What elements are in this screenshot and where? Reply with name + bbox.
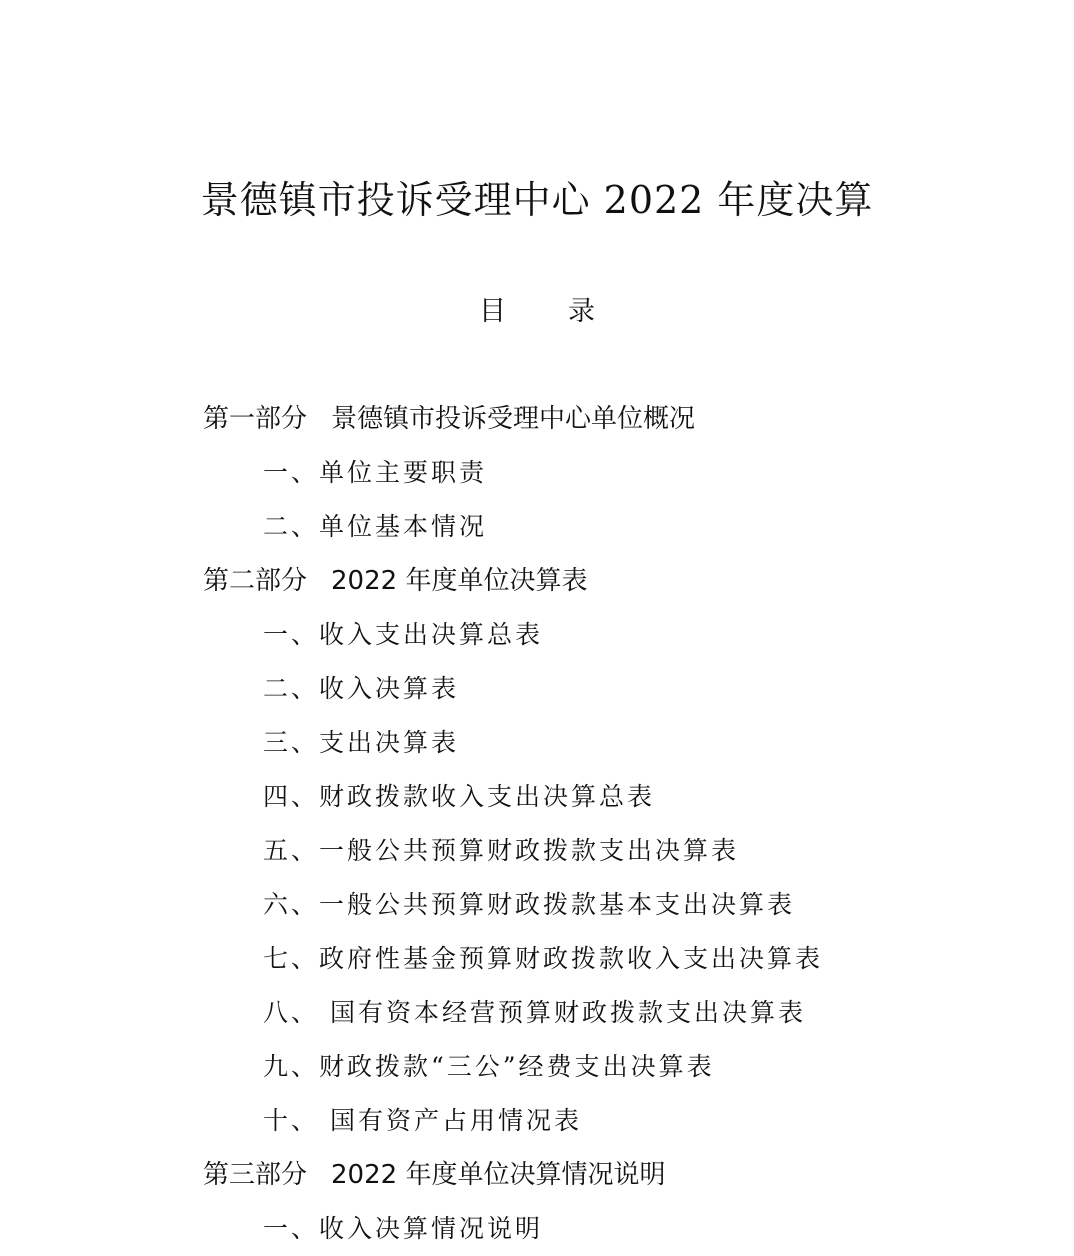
document-title: 景德镇市投诉受理中心 2022 年度决算 xyxy=(200,178,874,222)
toc-item: 一、收入支出决算总表 xyxy=(263,620,544,649)
toc-heading-right: 录 xyxy=(568,296,595,327)
toc-heading xyxy=(0,292,1074,332)
toc-part-number: 第三部分 xyxy=(203,1160,308,1190)
toc-item: 六、一般公共预算财政拨款基本支出决算表 xyxy=(263,890,796,919)
toc-part-label: 2022 年度单位决算表 xyxy=(331,566,588,596)
toc-part-number: 第一部分 xyxy=(203,404,308,434)
toc-part-number: 第二部分 xyxy=(203,566,308,596)
toc-item: 一、收入决算情况说明 xyxy=(263,1214,544,1243)
toc-part-3 xyxy=(203,1148,1003,1202)
toc-heading-left: 目 xyxy=(479,296,506,327)
toc-part-label: 景德镇市投诉受理中心单位概况 xyxy=(331,404,696,434)
toc-item: 五、一般公共预算财政拨款支出决算表 xyxy=(263,836,740,865)
toc-item: 九、财政拨款“三公”经费支出决算表 xyxy=(263,1052,715,1081)
toc-item: 一、单位主要职责 xyxy=(263,458,488,487)
table-of-contents xyxy=(203,392,1003,1256)
toc-item: 三、支出决算表 xyxy=(263,728,460,757)
toc-part-1 xyxy=(203,392,1003,446)
toc-item: 八、 国有资本经营预算财政拨款支出决算表 xyxy=(263,998,806,1027)
toc-item: 二、收入决算表 xyxy=(263,674,460,703)
toc-item: 二、单位基本情况 xyxy=(263,512,488,541)
toc-part-label: 2022 年度单位决算情况说明 xyxy=(331,1160,666,1190)
toc-item: 四、财政拨款收入支出决算总表 xyxy=(263,782,656,811)
toc-item: 十、 国有资产占用情况表 xyxy=(263,1106,582,1135)
toc-part-2 xyxy=(203,554,1003,608)
toc-item: 七、政府性基金预算财政拨款收入支出决算表 xyxy=(263,944,824,973)
